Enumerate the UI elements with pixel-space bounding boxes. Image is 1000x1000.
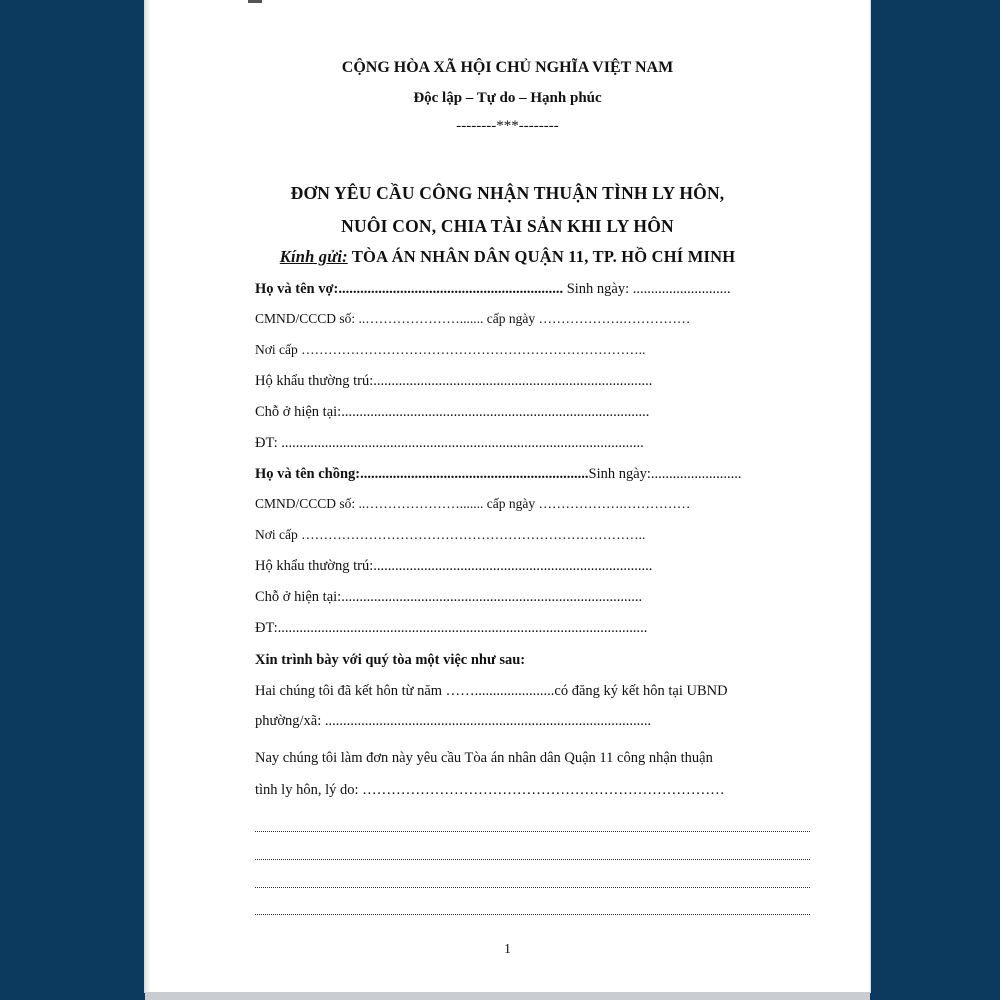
blank-line — [255, 914, 810, 915]
wife-name-row — [255, 281, 731, 298]
page-number: 1 — [504, 942, 511, 957]
document-title-line1: ĐƠN YÊU CẦU CÔNG NHẬN THUẬN TÌNH LY HÔN, — [290, 183, 725, 203]
blank-line — [255, 831, 810, 832]
addressee-label: Kính gửi: — [279, 247, 348, 266]
window-bottom-strip — [145, 992, 870, 1000]
request-line-1: Nay chúng tôi làm đơn này yêu cầu Tòa án nhân dân Quận 11 công nhận thuận — [255, 750, 713, 766]
wife-phone-field: ĐT: .................................................................................................... — [255, 435, 644, 451]
husband-id-field: CMND/CCCD số: ..…………………....... cấp ngày ……………….…………… — [255, 496, 691, 511]
husband-phone-field: ĐT:...................................................................................................... — [255, 620, 648, 636]
marriage-line-1: Hai chúng tôi đã kết hôn từ năm ……......................có đăng ký kết hôn tại UBND — [255, 683, 728, 699]
addressee-line — [145, 247, 870, 267]
wife-birth-field: Sinh ngày: ........................... — [563, 281, 731, 297]
motto: Độc lập – Tự do – Hạnh phúc — [413, 90, 602, 106]
husband-name-field: Họ và tên chồng:............................................................... — [255, 466, 589, 482]
wife-residence-field: Hộ khẩu thường trú:............................................................................. — [255, 373, 653, 389]
wife-current-address-field: Chỗ ở hiện tại:..................................................................................... — [255, 404, 650, 420]
marriage-line-2: phường/xã: .......................................................................................... — [255, 713, 652, 729]
husband-residence-field: Hộ khẩu thường trú:............................................................................. — [255, 558, 653, 574]
document-title-line2: NUÔI CON, CHIA TÀI SẢN KHI LY HÔN — [341, 216, 674, 236]
wife-issued-place-field: Nơi cấp ………………………………………………………………….. — [255, 342, 646, 357]
husband-issued-place-field: Nơi cấp ………………………………………………………………….. — [255, 527, 646, 542]
wife-id-field: CMND/CCCD số: ..…………………....... cấp ngày ……………….…………… — [255, 311, 691, 326]
intro-heading: Xin trình bày với quý tòa một việc như sau: — [255, 652, 526, 668]
request-line-2: tình ly hôn, lý do: ………………………………………………………………… — [255, 782, 725, 798]
document-content — [145, 0, 870, 992]
husband-name-row — [255, 466, 742, 483]
addressee-name: TÒA ÁN NHÂN DÂN QUẬN 11, TP. HỒ CHÍ MINH — [347, 247, 736, 266]
blank-line — [255, 859, 810, 860]
wife-name-field: Họ và tên vợ:.............................................................. — [255, 281, 564, 297]
header-separator: --------***-------- — [456, 118, 559, 134]
country-header: CỘNG HÒA XÃ HỘI CHỦ NGHĨA VIỆT NAM — [341, 59, 674, 76]
husband-current-address-field: Chỗ ở hiện tại:................................................................................... — [255, 589, 643, 605]
husband-birth-field: Sinh ngày:......................... — [588, 466, 742, 482]
blank-line — [255, 887, 810, 888]
